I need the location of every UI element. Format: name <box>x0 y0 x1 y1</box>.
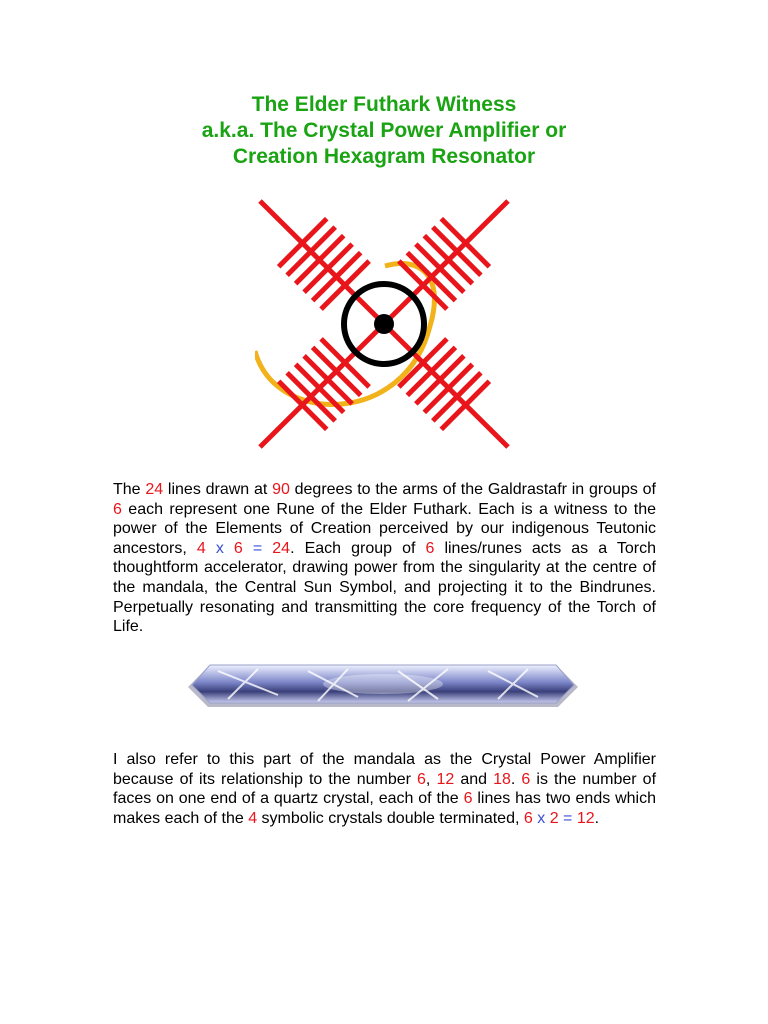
number: 4 <box>248 809 258 827</box>
number: 6 <box>425 539 435 557</box>
number: 6 <box>463 790 473 808</box>
title-line-3: Creation Hexagram Resonator <box>232 145 536 168</box>
title-line-2: a.k.a. The Crystal Power Amplifier or <box>201 119 567 142</box>
number: 6 <box>113 500 122 518</box>
quartz-crystal-icon <box>188 659 578 715</box>
operator: = <box>563 809 573 827</box>
operator: x <box>537 809 546 827</box>
number: 2 <box>549 809 559 827</box>
number: 6 <box>417 770 426 788</box>
number: 12 <box>436 770 455 788</box>
number: 4 <box>196 539 206 557</box>
title-line-1: The Elder Futhark Witness <box>251 93 517 116</box>
number: 6 <box>521 770 531 788</box>
operator: x <box>215 539 224 557</box>
paragraph-2: I also refer to this part of the mandala as the Crystal Power Amplifier because of its relationship to the number 6, 12 and 18. 6 is the number of faces on one end of a quartz crystal, each of the 6 lines has two ends which makes each of the 4 symbolic crystals double terminated, 6 x 2 = 12. <box>113 751 657 827</box>
operator: = <box>252 539 263 557</box>
number: 12 <box>576 809 595 827</box>
paragraph-1: The 24 lines drawn at 90 degrees to the arms of the Galdrastafr in groups of 6 each represent one Rune of the Elder Futhark. Each is a witness to the power of the Elements of Creation perceived by our indigenous Teutonic ancestors, 4 x 6 = 24. Each group of 6 lines/runes acts as a Torch thoughtform accelerator, drawing power from the singularity at the centre of the mandala, the Central Sun Symbol, and projecting it to the Bindrunes. Perpetually resonating and transmitting the core frequency of the Torch of Life. <box>113 481 657 636</box>
page-title <box>0 92 768 170</box>
center-dot <box>374 314 394 334</box>
number: 6 <box>523 809 533 827</box>
number: 24 <box>272 539 291 557</box>
number: 6 <box>233 539 243 557</box>
number: 90 <box>272 481 290 498</box>
galdrastafr-rune-icon <box>255 196 513 452</box>
number: 18 <box>493 770 511 788</box>
number: 24 <box>145 481 164 498</box>
